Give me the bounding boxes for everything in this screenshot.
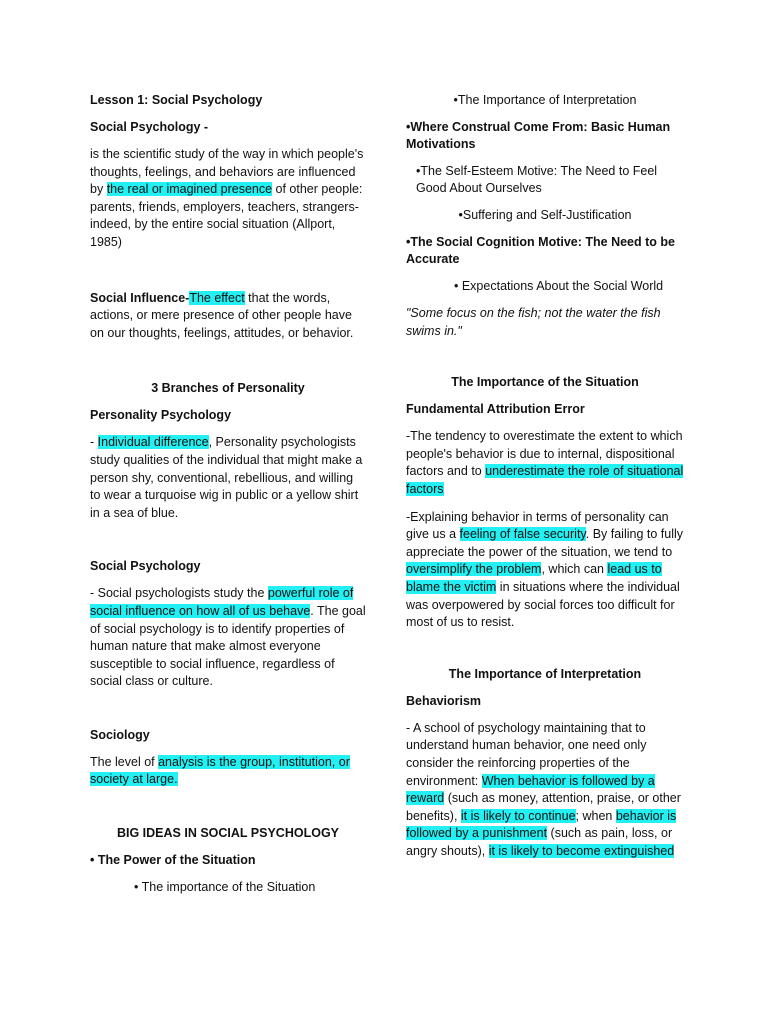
right-column bbox=[406, 92, 684, 870]
big-ideas-title: BIG IDEAS IN SOCIAL PSYCHOLOGY bbox=[116, 826, 340, 841]
branches-title: 3 Branches of Personality bbox=[151, 381, 305, 396]
social-cognition-bullet: •The Social Cognition Motive: The Need to be Accurate bbox=[406, 235, 675, 266]
personality-psychology-text: - Individual difference, Personality psychologists study qualities of the individual that might make a person shy, conventional, rebellious, and willing to wear a turquoise wig in public or a yellow shirt in a sea of blue. bbox=[90, 435, 363, 520]
behaviorism-text: - A school of psychology maintaining that to understand human behavior, one need only consider the reinforcing properties of the environment: When behavior is followed by a reward (such as money, attention, praise, or other benefits), it is likely to continue; when behavior is followed by a punishment (such as pain, loss, or angry shouts), it is likely to become extinguished bbox=[406, 720, 681, 858]
interpretation-bullet: •The Importance of Interpretation bbox=[453, 93, 637, 107]
sociology-heading: Sociology bbox=[90, 727, 150, 742]
importance-of-situation-title: The Importance of the Situation bbox=[451, 375, 639, 390]
personality-psychology-heading: Personality Psychology bbox=[90, 408, 232, 423]
highlight: Individual difference bbox=[97, 435, 209, 450]
fae-text: -The tendency to overestimate the extent to which people's behavior is due to internal, dispositional factors and to underestimate the role of situational factors bbox=[406, 429, 684, 496]
social-psychology-subheading: Social Psychology bbox=[90, 559, 201, 574]
highlight: When behavior is followed by a reward bbox=[406, 773, 655, 806]
highlight: powerful role of social influence on how all of us behave bbox=[90, 586, 354, 618]
social-psychology-heading: Social Psychology - bbox=[90, 120, 209, 134]
behaviorism-heading: Behaviorism bbox=[406, 693, 482, 708]
highlight: underestimate the role of situational factors bbox=[406, 464, 684, 496]
sociology-text: The level of analysis is the group, institution, or society at large. bbox=[90, 754, 350, 787]
lesson-title: Lesson 1: Social Psychology bbox=[90, 93, 263, 107]
fundamental-attribution-error-heading: Fundamental Attribution Error bbox=[406, 402, 585, 417]
explaining-behavior-text: -Explaining behavior in terms of personality can give us a feeling of false security. By failing to fully appreciate the power of the situation, we tend to oversimplify the problem, which can lead us to blame the victim in situations where the individual was overpowered by social forces too difficult for most of us to resist. bbox=[406, 509, 684, 630]
fish-quote: "Some focus on the fish; not the water the fish swims in." bbox=[406, 306, 661, 338]
highlight: feeling of false security bbox=[459, 527, 586, 542]
social-influence-definition: Social Influence-The effect that the words, actions, or mere presence of other people have on our thoughts, feelings, attitudes, or behavior. bbox=[90, 290, 354, 340]
left-column bbox=[90, 92, 366, 906]
highlight: it is likely to become extinguished bbox=[488, 843, 675, 858]
social-influence-label: Social Influence- bbox=[90, 290, 190, 305]
importance-of-situation-bullet: • The importance of the Situation bbox=[134, 880, 316, 895]
expectations-bullet: • Expectations About the Social World bbox=[454, 279, 664, 293]
highlight: lead us to blame the victim bbox=[406, 562, 662, 594]
importance-of-interpretation-title: The Importance of Interpretation bbox=[448, 666, 642, 681]
highlight: behavior is followed by a punishment bbox=[406, 808, 677, 841]
social-psychology-definition: is the scientific study of the way in which people's thoughts, feelings, and behaviors are influenced by the real or imagined presence of other people: parents, friends, employers, teachers, strangers-indeed, by the entire social situation (Allport, 1985) bbox=[90, 147, 364, 249]
highlight: analysis is the group, institution, or society at large. bbox=[90, 754, 350, 787]
construal-bullet: •Where Construal Come From: Basic Human Motivations bbox=[406, 120, 671, 151]
self-esteem-bullet: •The Self-Esteem Motive: The Need to Feel Good About Ourselves bbox=[416, 164, 658, 195]
highlight: oversimplify the problem bbox=[406, 562, 542, 577]
highlight: it is likely to continue bbox=[460, 808, 576, 823]
highlight: the real or imagined presence bbox=[106, 182, 273, 197]
social-psychology-text: - Social psychologists study the powerful role of social influence on how all of us behave. The goal of social psychology is to identify properties of human nature that make almost everyone susceptible to social influence, regardless of social class or culture. bbox=[90, 586, 366, 689]
highlight: The effect bbox=[189, 290, 245, 305]
power-of-situation-bullet: • The Power of the Situation bbox=[90, 853, 256, 868]
suffering-bullet: •Suffering and Self-Justification bbox=[458, 208, 632, 222]
